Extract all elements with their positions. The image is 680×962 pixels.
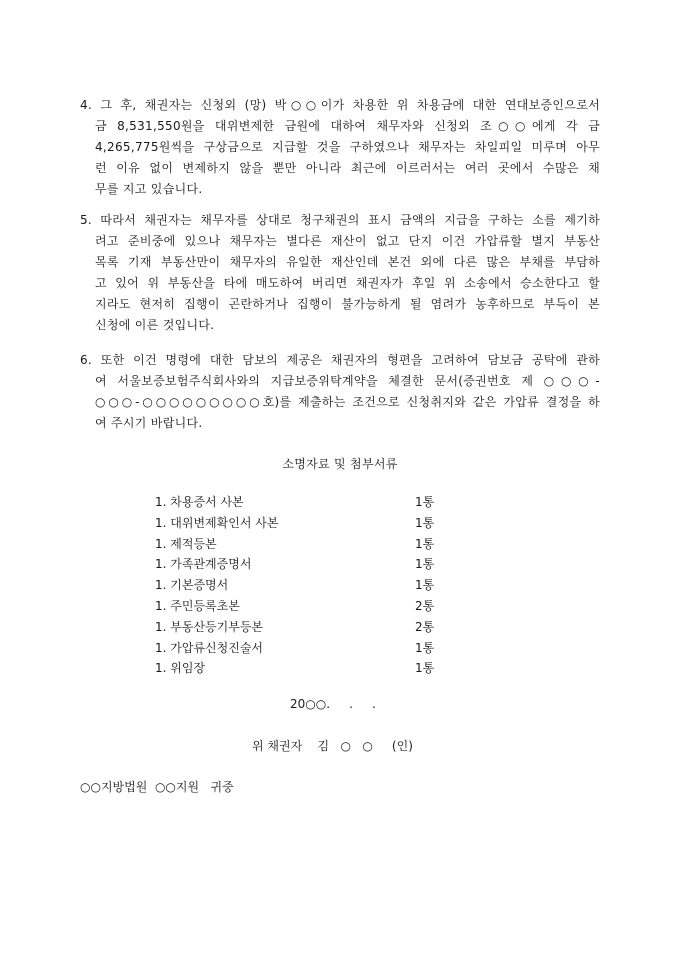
list-item xyxy=(155,492,445,513)
attachment-name: 1. 부동산등기부등본 xyxy=(155,619,264,634)
attachment-name: 1. 가압류신청진술서 xyxy=(155,640,264,655)
attachment-qty: 1통 xyxy=(415,536,435,551)
list-item xyxy=(155,658,445,679)
paragraph-line: 려고 준비중에 있으나 채무자는 별다른 재산이 없고 단지 이건 가압류할 별지 부동산 xyxy=(95,234,600,248)
court-addressee: ○○지방법원 ○○지원 귀중 xyxy=(80,780,234,794)
paragraph-4 xyxy=(80,95,600,200)
paragraph-line: 금 8,531,550원을 대위변제한 금원에 대하여 채무자와 신청외 조○○에게 각 금 xyxy=(95,119,600,133)
attachment-name: 1. 위임장 xyxy=(155,661,206,676)
paragraph-line: 지라도 현저히 집행이 곤란하거나 집행이 불가능하게 될 염려가 농후하므로 부득이 본 xyxy=(95,297,600,311)
paragraph-line: 무를 지고 있습니다. xyxy=(95,182,203,196)
list-item xyxy=(155,575,445,596)
list-item xyxy=(155,534,445,555)
paragraph-line: 신청에 이른 것입니다. xyxy=(95,318,215,332)
attachment-qty: 1통 xyxy=(415,578,435,593)
paragraph-line: 6. 또한 이건 명령에 대한 담보의 제공은 채권자의 형편을 고려하여 담보금 공탁에 관하 xyxy=(80,353,600,367)
attachment-qty: 2통 xyxy=(415,619,435,634)
paragraph-line: 목록 기재 부동산만이 채무자의 유일한 재산인데 본건 외에 다른 많은 부채를 부담하 xyxy=(95,255,600,269)
attachment-name: 1. 대위변제확인서 사본 xyxy=(155,515,279,530)
attachment-qty: 1통 xyxy=(415,640,435,655)
document-date: 20○○. . . xyxy=(290,697,376,711)
attachments-heading: 소명자료 및 첨부서류 xyxy=(282,457,398,471)
paragraph-line: 4,265,775원씩을 구상금으로 지급할 것을 구하였으나 채무자는 차일피일 미루며 아무 xyxy=(95,140,600,154)
paragraph-line: 5. 따라서 채권자는 채무자를 상대로 청구채권의 표시 금액의 지급을 구하는 소를 제기하 xyxy=(80,213,600,227)
paragraph-line: 런 이유 없이 변제하지 않을 뿐만 아니라 최근에 이르러서는 여러 곳에서 수많은 채 xyxy=(95,161,600,175)
attachment-qty: 1통 xyxy=(415,515,435,530)
attachment-qty: 1통 xyxy=(415,557,435,572)
paragraph-5 xyxy=(80,210,600,336)
paragraph-line: ○○○-○○○○○○○○○호)를 제출하는 조건으로 신청취지와 같은 가압류 결정을 하 xyxy=(95,395,600,409)
list-item xyxy=(155,554,445,575)
paragraph-line: 여 서울보증보험주식회사와의 지급보증위탁계약을 체결한 문서(증권번호 제 ○○○- xyxy=(95,374,600,388)
list-item xyxy=(155,596,445,617)
attachment-name: 1. 가족관계증명서 xyxy=(155,557,252,572)
attachment-name: 1. 주민등록초본 xyxy=(155,598,240,613)
attachment-qty: 1통 xyxy=(415,661,435,676)
attachment-name: 1. 기본증명서 xyxy=(155,578,229,593)
paragraph-line: 여 주시기 바랍니다. xyxy=(95,416,203,430)
list-item xyxy=(155,617,445,638)
attachments-list xyxy=(155,492,445,679)
list-item xyxy=(155,638,445,659)
list-item xyxy=(155,513,445,534)
attachment-name: 1. 제적등본 xyxy=(155,536,217,551)
paragraph-6 xyxy=(80,350,600,434)
creditor-signature: 위 채권자 김 ○ ○ (인) xyxy=(252,739,413,753)
attachment-name: 1. 차용증서 사본 xyxy=(155,495,244,509)
paragraph-line: 4. 그 후, 채권자는 신청외 (망) 박○○이가 차용한 위 차용금에 대한 연대보증인으로서 xyxy=(80,98,600,112)
paragraph-line: 고 있어 위 부동산을 타에 매도하여 버리면 채권자가 후일 위 소송에서 승소한다고 할 xyxy=(95,276,600,290)
attachment-qty: 1통 xyxy=(415,495,435,509)
attachment-qty: 2통 xyxy=(415,598,435,613)
